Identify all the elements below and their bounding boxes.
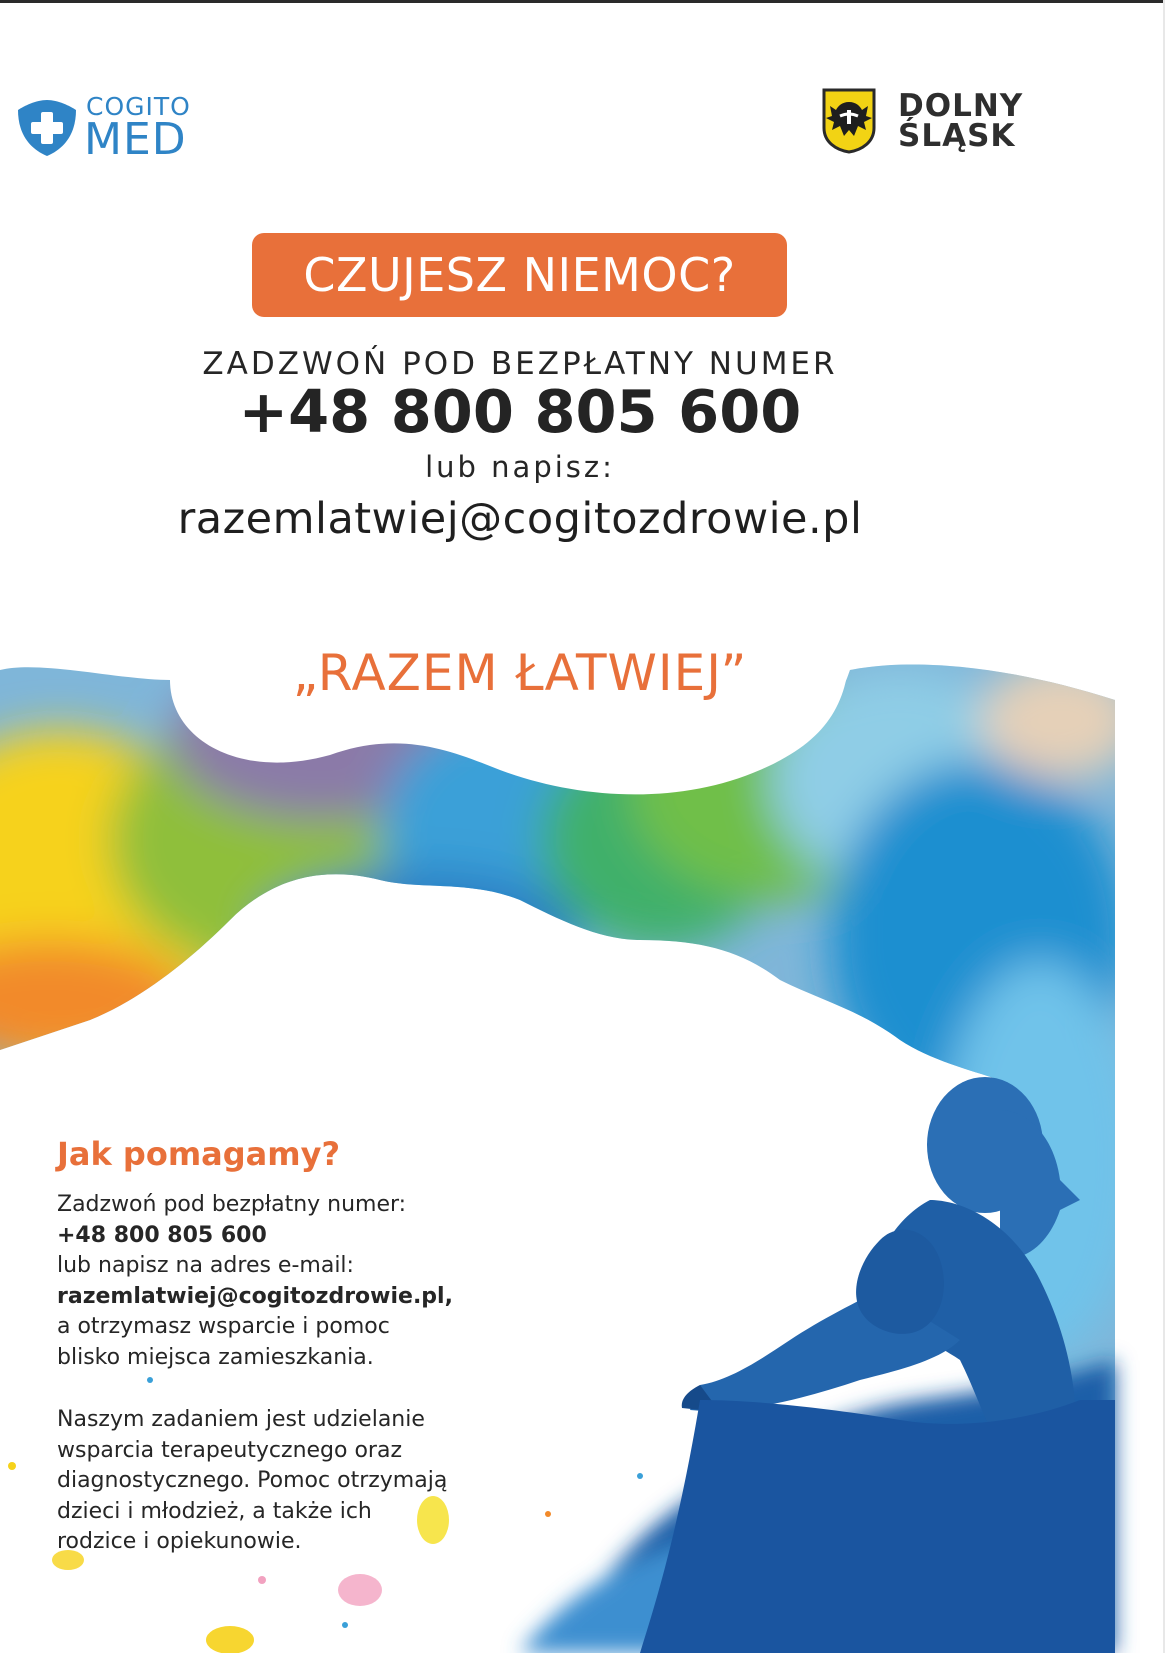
cogito-med-logo — [14, 92, 214, 164]
info-line: dzieci i młodzież, a także ich — [57, 1498, 372, 1524]
info-paragraph-mission — [57, 1405, 527, 1558]
medical-shield-icon — [14, 98, 80, 158]
seated-person-silhouette — [640, 1077, 1115, 1653]
call-label: ZADZWOŃ POD BEZPŁATNY NUMER — [202, 346, 838, 382]
info-phone: +48 800 805 600 — [57, 1222, 267, 1248]
info-line: Zadzwoń pod bezpłatny numer: — [57, 1192, 407, 1217]
brand-name-big: MED — [84, 114, 187, 165]
slogan: „RAZEM ŁATWIEJ” — [292, 644, 748, 702]
info-paragraph-contact — [57, 1190, 517, 1373]
headline-text: CZUJESZ NIEMOC? — [303, 248, 736, 302]
info-line: lub napisz na adres e-mail: — [57, 1253, 354, 1278]
info-line: blisko miejsca zamieszkania. — [57, 1344, 374, 1370]
info-line: a otrzymasz wsparcie i pomoc — [57, 1314, 390, 1339]
eagle-crest-icon — [822, 88, 876, 154]
headline-banner — [252, 233, 787, 317]
info-title: Jak pomagamy? — [57, 1135, 341, 1173]
info-line: Naszym zadaniem jest udzielanie — [57, 1407, 425, 1432]
info-line: diagnostycznego. Pomoc otrzymają — [57, 1468, 448, 1493]
info-line: wsparcia terapeutycznego oraz — [57, 1437, 402, 1463]
info-email: razemlatwiej@cogitozdrowie.pl, — [57, 1283, 453, 1309]
region-name-line2: ŚLĄSK — [898, 118, 1016, 154]
brand-name-small: COGITO — [86, 92, 191, 121]
or-write-label: lub napisz: — [425, 450, 615, 484]
info-line: rodzice i opiekunowie. — [57, 1529, 302, 1554]
email-address: razemlatwiej@cogitozdrowie.pl — [177, 494, 863, 544]
dolny-slask-logo — [822, 88, 1052, 158]
phone-number: +48 800 805 600 — [238, 377, 802, 446]
scan-top-border — [0, 0, 1165, 3]
region-name-line1: DOLNY — [898, 88, 1024, 124]
